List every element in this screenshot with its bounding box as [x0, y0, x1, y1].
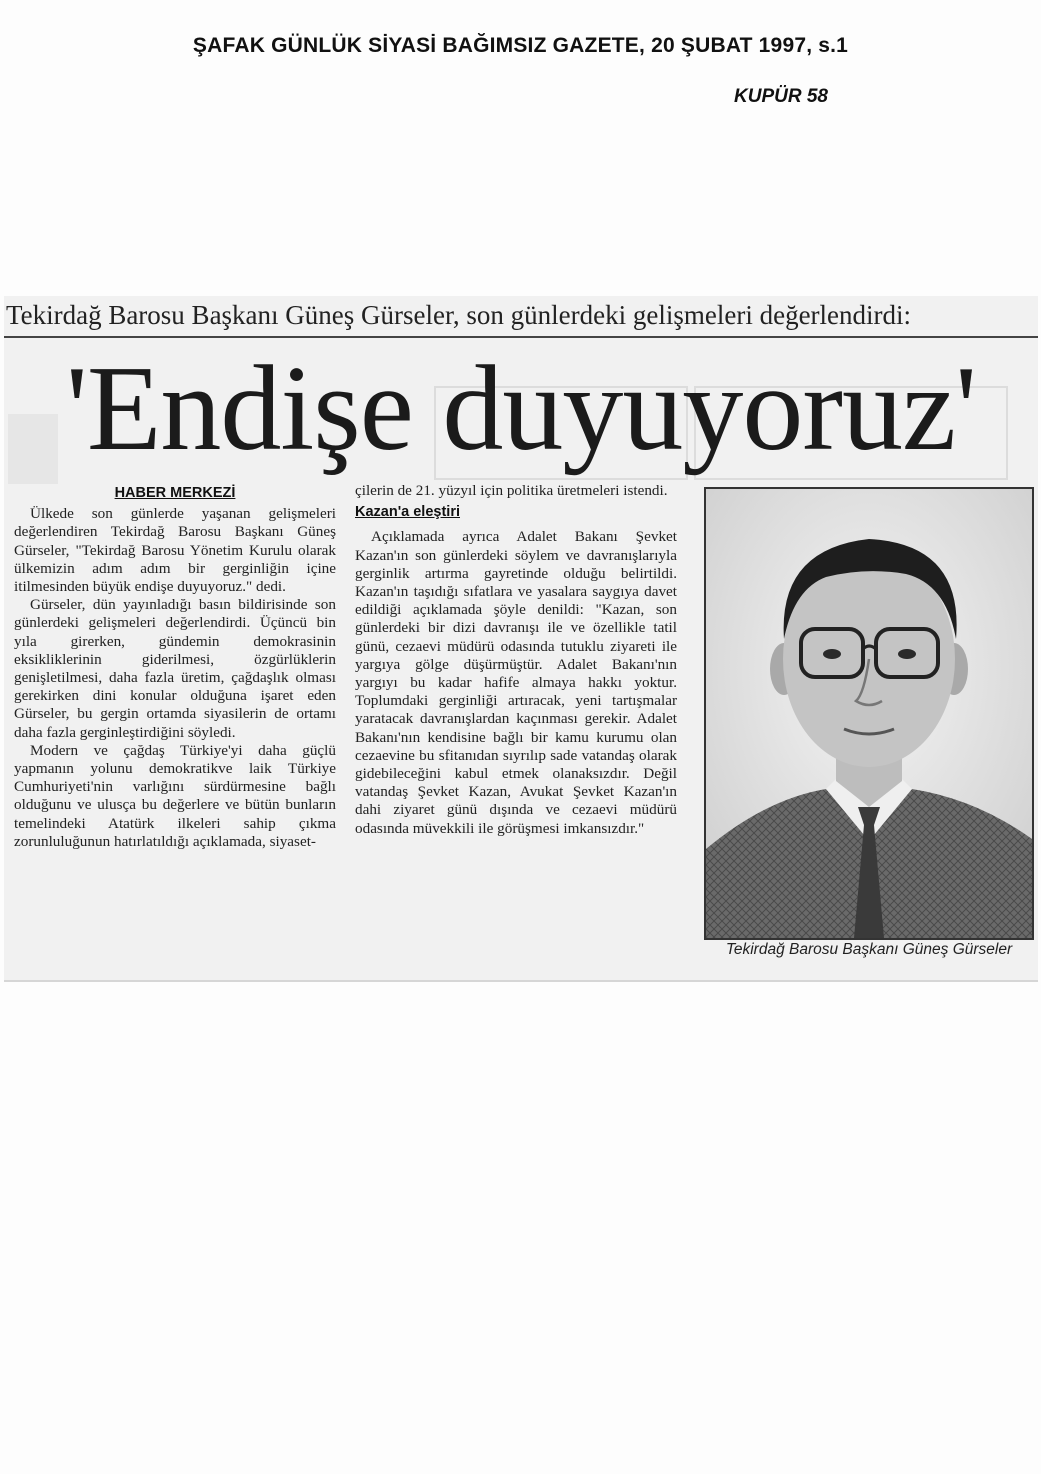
article-column-1	[14, 484, 336, 851]
paragraph: Modern ve çağdaş Türkiye'yi daha güçlü yapmanın yolunu demokratikve laik Türkiye Cumhuriyeti'nin varlığını sürdürmesine bağlı olduğunu ve ulusça bu değerlere ve bütün bunların temelindeki Atatürk ilkeleri sahip çıkma zorunluluğunun hatırlatıldığı açıklamada, siyaset-	[14, 741, 336, 850]
kicker-rule	[4, 336, 1038, 338]
photo-caption: Tekirdağ Barosu Başkanı Güneş Gürseler	[725, 941, 1013, 958]
paragraph: Ülkede son günlerde yaşanan gelişmeleri değerlendiren Tekirdağ Barosu Başkanı Güneş Gürseler, "Tekirdağ Barosu Yönetim Kurulu olarak ülkemizin adım adım bir gerginliğin içine itilmesinden büyük endişe duyuyoruz." dedi.	[14, 505, 336, 596]
portrait-illustration	[706, 489, 1032, 938]
article-headline: 'Endişe duyuyoruz'	[65, 341, 977, 476]
subheading: Kazan'a eleştiri	[355, 504, 460, 521]
article-column-2	[355, 482, 677, 838]
paragraph: Açıklamada ayrıca Adalet Bakanı Şevket Kazan'ın son günlerdeki söylem ve davranışlarıyla gerginlik artırma gayretinde olduğu belirtildi. Kazan'ın taşıdığı sıfatlara ve yasalara saygıya davet edildiği açıklamada şöyle denildi: "Kazan, son günlerdeki bir dizi davranışı ile ve özellikle tatil günü, cezaevi müdürü odasında tutuklu ziyareti ile yargıya gölge düşürmüştür. Adalet Bakanı'nın yargıyı bu kadar hafife almaya hakkı yoktur. Toplumdaki gerginliği artıracak, yeni tartışmalar yaratacak davranışlardan kaçınması gerekir. Adalet Bakanı'nın kendisine bağlı bir kamu kurumu olan cezaevine bu sfitanıdan sıyrılıp sade vatandaş olarak gidebileceğini kabul etmek olanaksızdır. Değil vatandaş Şevket Kazan, Avukat Şevket Kazan'ın dahi ziyaret günü dışında ve cezaevi müdürü odasında müvekkili ile görüşmesi imkansızdır."	[355, 528, 677, 837]
portrait-photo	[704, 487, 1034, 940]
newspaper-clipping	[4, 296, 1038, 982]
paragraph: Gürseler, dün yayınladığı basın bildirisinde son günlerdeki gelişmeleri değerlendirdi. Üçüncü bin yıla girerken, gündemin demokrasinin eksikliklerinin giderilmesi, özgürlüklerin genişletilmesi, daha fazla üretim, çağdaşlık olması gerekirken dini konular olduğuna işaret eden Gürseler, bu gergin ortamda siyasilerin de ortamı daha fazla gerginleştirdiğini söyledi.	[14, 596, 336, 741]
source-line: ŞAFAK GÜNLÜK SİYASİ BAĞIMSIZ GAZETE, 20 ŞUBAT 1997, s.1	[192, 34, 849, 57]
clipping-label: KUPÜR 58	[734, 86, 828, 107]
article-kicker: Tekirdağ Barosu Başkanı Güneş Gürseler, son günlerdeki gelişmeleri değerlendirdi:	[6, 300, 912, 330]
byline: HABER MERKEZİ	[114, 485, 236, 501]
paragraph: çilerin de 21. yüzyıl için politika üretmeleri istendi.	[355, 482, 668, 499]
